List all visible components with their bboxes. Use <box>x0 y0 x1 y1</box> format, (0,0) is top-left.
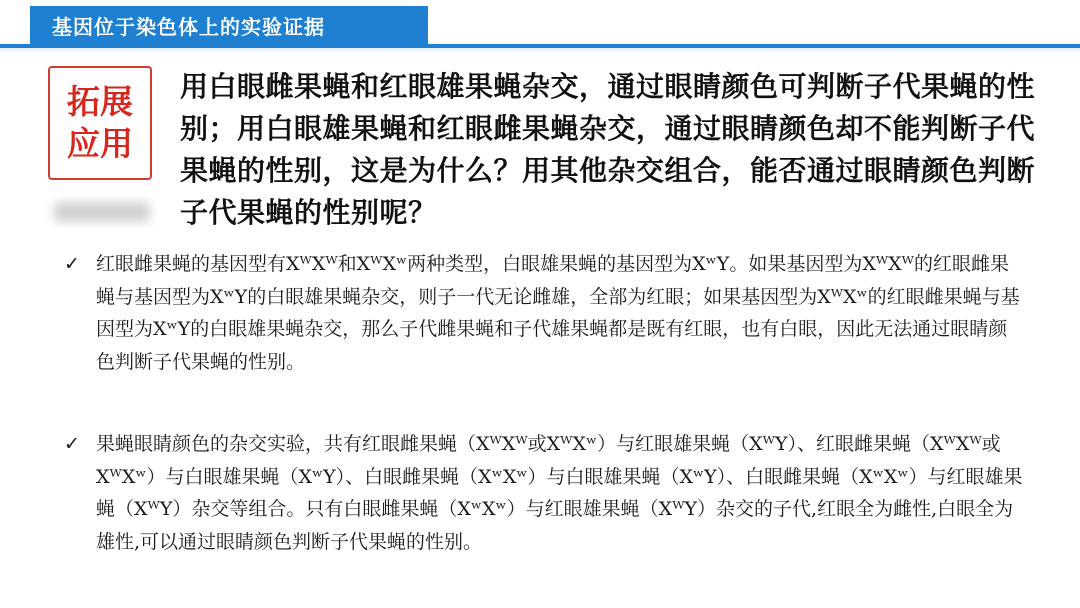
answer-item-2 <box>64 428 1024 558</box>
question-text: 用白眼雌果蝇和红眼雄果蝇杂交，通过眼睛颜色可判断子代果蝇的性别；用白眼雄果蝇和红眼雌果蝇杂交，通过眼睛颜色却不能判断子代果蝇的性别，这是为什么？用其他杂交组合，能否通过眼睛颜色判断子代果蝇的性别呢？ <box>180 70 1036 229</box>
slide-title-banner <box>30 6 428 44</box>
answer-item-1 <box>64 248 1024 378</box>
badge-shadow <box>54 202 150 222</box>
answer-text-2: 果蝇眼睛颜色的杂交实验，共有红眼雌果蝇（XᵂXᵂ或XᵂXʷ）与红眼雄果蝇（XᵂY）、红眼雌果蝇（XᵂXᵂ或XᵂXʷ）与白眼雄果蝇（XʷY）、白眼雌果蝇（XʷXʷ）与白眼雄果蝇（XʷY）、白眼雌果蝇（XʷXʷ）与红眼雄果蝇（XᵂY）杂交等组合。只有白眼雌果蝇（XʷXʷ）与红眼雄果蝇（XᵂY）杂交的子代,红眼全为雌性,白眼全为雄性,可以通过眼睛颜色判断子代果蝇的性别。 <box>96 433 1023 553</box>
badge-line-2: 应用 <box>67 124 133 163</box>
title-underline-shadow <box>0 48 1080 54</box>
slide-title: 基因位于染色体上的实验证据 <box>52 14 325 39</box>
checkmark-icon: ✓ <box>64 253 80 275</box>
badge-line-1: 拓展 <box>67 82 133 121</box>
checkmark-icon: ✓ <box>64 433 80 455</box>
extension-badge <box>48 66 152 180</box>
badge-text <box>60 81 140 165</box>
answer-text-1: 红眼雌果蝇的基因型有XᵂXᵂ和XᵂXʷ两种类型，白眼雄果蝇的基因型为XʷY。如果基因型为XᵂXᵂ的红眼雌果蝇与基因型为XʷY的白眼雄果蝇杂交，则子一代无论雌雄，全部为红眼；如果基因型为XᵂXʷ的红眼雌果蝇与基因型为XʷY的白眼雄果蝇杂交，那么子代雌果蝇和子代雄果蝇都是既有红眼，也有白眼，因此无法通过眼睛颜色判断子代果蝇的性别。 <box>96 253 1020 373</box>
